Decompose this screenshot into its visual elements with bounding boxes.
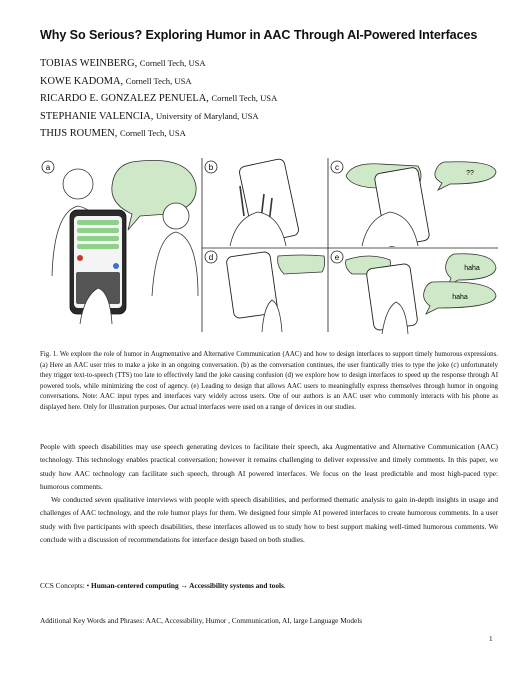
panel-a (42, 160, 198, 324)
author-entry (40, 125, 500, 143)
panel-e (331, 251, 496, 334)
abstract-paragraph: We conducted seven qualitative interviews with people with speech disabilities, and performed thematic analysis to gain in-depth insights in usage and challenges of AAC technology, and the role humor plays for them. We designed four simple AI powered interfaces to create humorous comments. In a user study with five participants with speech disabilities, these interfaces allowed us to study how to best support making well-timed humorous comments. We conclude with a discussion of recommendations for interface design based on both studies. (40, 495, 498, 545)
send-icon (113, 263, 119, 269)
author-name: RICARDO E. GONZALEZ PENUELA, (40, 93, 209, 105)
ccs-concept-list: Human-centered computing → Accessibility systems and tools (91, 581, 284, 590)
figure-caption: Fig. 1. We explore the role of humor in Augmentative and Alternative Communication (AAC) and how to design interfaces to support timely humorous expressions. (a) Here an AAC user tries to make a joke in an ongoing conversation. (b) as the conversation continues, the user frantically tries to type the joke (c) unfortunately they trigger text-to-speech (TTS) too late to effectively land the joke causing confusion (d) we explore how to design interfaces to speed up the response through AI powered tools, while minimizing the cost of agency. (e) Leading to design that allows AAC users to meaningfully express themselves through humor in ongoing conversations. Note: AAC input types and interfaces vary widely across users. One of our authors is an AAC user who commonly interacts with his phone as displayed here. Only for illustration purposes. Our actual interfaces were used on a range of devices in our studies. (40, 351, 498, 411)
author-name: STEPHANIE VALENCIA, (40, 110, 154, 122)
ccs-end: . (283, 581, 286, 590)
bubble-text: haha (452, 294, 468, 301)
panel-c (331, 161, 496, 247)
author-name: KOWE KADOMA, (40, 75, 124, 87)
author-entry (40, 73, 500, 91)
author-entry (40, 55, 500, 73)
author-entry (40, 108, 500, 126)
author-list (40, 55, 500, 143)
panel-label: b (208, 163, 214, 172)
author-affiliation: Cornell Tech, USA (139, 58, 206, 68)
suggestion-bar (77, 228, 119, 233)
author-affiliation: University of Maryland, USA (155, 110, 259, 121)
panel-label: a (45, 163, 51, 172)
author-entry (40, 90, 500, 108)
page-number: 1 (489, 635, 493, 643)
author-name: THIJS ROUMEN, (40, 128, 118, 140)
speech-bubble (278, 255, 325, 274)
bubble-text: haha (464, 265, 480, 272)
panel-label: e (334, 253, 340, 262)
panel-label: c (335, 163, 339, 172)
suggestion-bar (77, 220, 119, 225)
figure-illustration-svg (40, 156, 498, 346)
ccs-label: CCS Concepts: • (40, 581, 90, 590)
person-head (163, 203, 189, 229)
person-head (63, 169, 93, 199)
person-body (152, 232, 198, 296)
abstract-paragraph: People with speech disabilities may use speech generating devices to facilitate their speech, aka Augmentative and Alternative Communication (AAC) technology. This technology enables practical conversation; however it remains challenging to deliver expressive and timely comments. In this paper, we study how AAC technology can facilitate such speech, through AI powered interfaces. We focus on the least predictable and most high-paced type: humorous comments. (40, 442, 498, 491)
figure-1-illustration (40, 156, 498, 346)
abstract (40, 440, 498, 546)
keywords: Additional Key Words and Phrases: AAC, Accessibility, Humor , Communication, AI, large Language Models (40, 616, 363, 625)
paper-title: Why So Serious? Exploring Humor in AAC Through AI-Powered Interfaces (40, 28, 478, 42)
ccs-concepts (40, 581, 498, 590)
suggestion-bar (77, 244, 119, 249)
bubble-text: ?? (466, 170, 474, 177)
record-icon (77, 255, 83, 261)
panel-label: d (208, 253, 214, 262)
panel-b (205, 158, 300, 246)
author-affiliation: Cornell Tech, USA (119, 128, 186, 139)
panel-d (205, 251, 325, 332)
author-affiliation: Cornell Tech, USA (211, 93, 278, 104)
author-affiliation: Cornell Tech, USA (125, 75, 192, 86)
suggestion-bar (77, 236, 119, 241)
author-name: TOBIAS WEINBERG, (40, 58, 138, 69)
